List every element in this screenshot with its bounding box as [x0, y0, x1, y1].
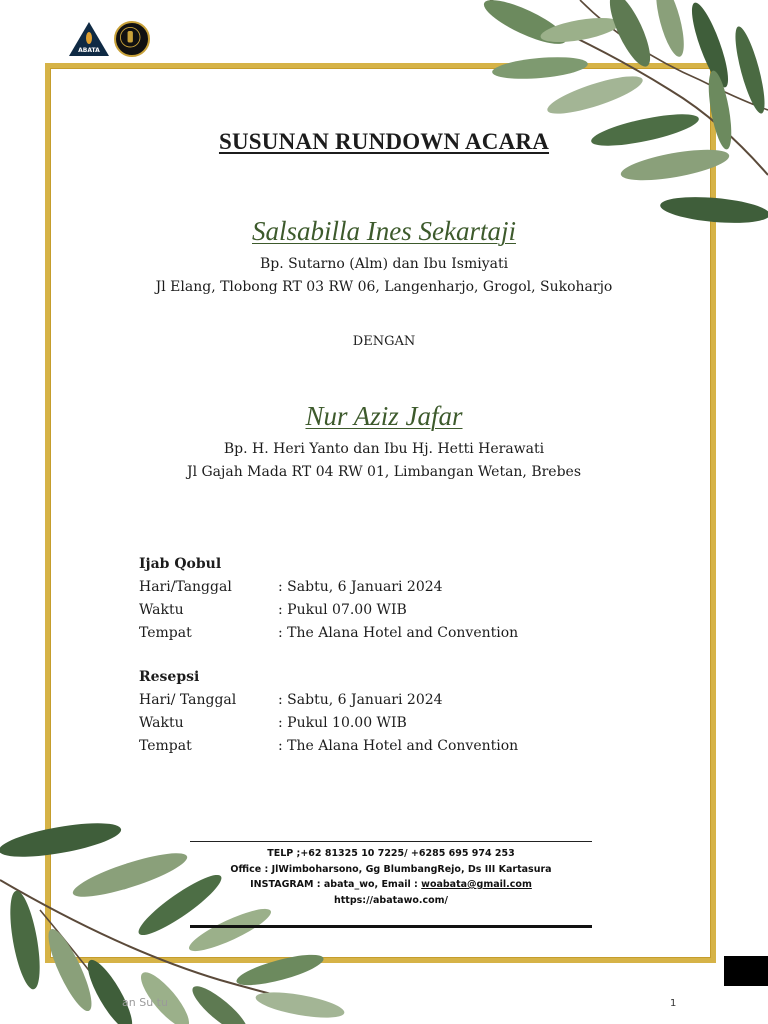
row-label: Tempat: [139, 738, 192, 754]
section-title-ijab-qobul: Ijab Qobul: [139, 556, 222, 572]
row-value: : The Alana Hotel and Convention: [278, 625, 519, 641]
abata-logo: [68, 21, 110, 57]
groom-parents: Bp. H. Heri Yanto dan Ibu Hj. Hetti Herawati: [223, 441, 545, 457]
page-number: 1: [670, 998, 677, 1009]
badge-logo: [114, 21, 150, 57]
leaves-top-right-decoration: [470, 0, 768, 230]
groom-name: Nur Aziz Jafar: [305, 401, 463, 431]
section-title-resepsi: Resepsi: [139, 669, 200, 685]
groom-address: Jl Gajah Mada RT 04 RW 01, Limbangan Wetan, Brebes: [186, 464, 582, 480]
footer-text: an Su tu: [122, 996, 168, 1009]
contact-website[interactable]: https://abatawo.com/: [333, 895, 449, 906]
row-value: : Pukul 07.00 WIB: [278, 602, 407, 618]
bride-name: Salsabilla Ines Sekartaji: [252, 216, 516, 246]
contact-telp: TELP ;+62 81325 10 7225/ +6285 695 974 253: [267, 848, 515, 859]
row-value: : Sabtu, 6 Januari 2024: [278, 692, 443, 708]
contact-instagram-line: [190, 879, 592, 890]
row-value: : Sabtu, 6 Januari 2024: [278, 579, 443, 595]
contact-office: Office : JlWimboharsono, Gg BlumbangRejo, Ds III Kartasura: [230, 864, 552, 875]
abata-logo-text: ABATA: [78, 47, 100, 54]
row-value: : The Alana Hotel and Convention: [278, 738, 519, 754]
contact-email-link[interactable]: woabata@gmail.com: [421, 879, 532, 890]
row-label: Hari/ Tanggal: [139, 692, 237, 708]
contact-instagram: INSTAGRAM : abata_wo, Email :: [250, 879, 422, 890]
contact-divider-bottom: [190, 925, 592, 928]
document-title: SUSUNAN RUNDOWN ACARA: [218, 129, 550, 154]
row-label: Tempat: [139, 625, 192, 641]
contact-divider-top: [190, 841, 592, 842]
black-corner-block: [724, 956, 768, 986]
bride-address: Jl Elang, Tlobong RT 03 RW 06, Langenharjo, Grogol, Sukoharjo: [155, 279, 613, 295]
connector-text: DENGAN: [352, 334, 416, 349]
row-value: : Pukul 10.00 WIB: [278, 715, 407, 731]
row-label: Waktu: [139, 715, 184, 731]
bride-parents: Bp. Sutarno (Alm) dan Ibu Ismiyati: [259, 256, 509, 272]
row-label: Waktu: [139, 602, 184, 618]
row-label: Hari/Tanggal: [139, 579, 232, 595]
